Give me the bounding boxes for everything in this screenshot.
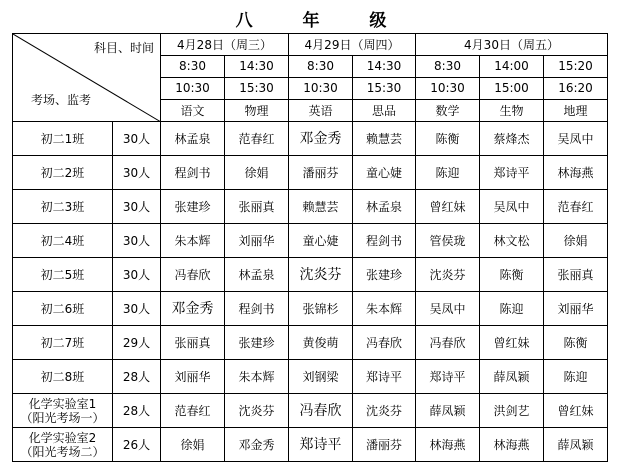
proctor-cell: 林孟泉 — [353, 190, 416, 224]
table-row — [13, 360, 608, 394]
room-label: 初二1班 — [40, 131, 85, 146]
time-end-cell: 10:30 — [161, 78, 225, 100]
table-row — [13, 428, 608, 462]
time-start-cell: 8:30 — [161, 56, 225, 78]
room-label: 初二2班 — [40, 165, 85, 180]
room-label: 初二7班 — [40, 335, 85, 350]
student-count-cell: 28人 — [113, 360, 161, 394]
subject-time-label: 科目、时间 — [93, 41, 154, 55]
exam-schedule-table — [12, 33, 608, 462]
time-start-cell: 8:30 — [289, 56, 353, 78]
proctor-cell: 朱本辉 — [161, 224, 225, 258]
room-cell — [13, 292, 113, 326]
subject-cell: 思品 — [353, 100, 416, 122]
student-count-cell: 30人 — [113, 224, 161, 258]
proctor-cell: 徐娟 — [161, 428, 225, 462]
proctor-cell: 潘丽芬 — [289, 156, 353, 190]
proctor-cell: 洪剑艺 — [480, 394, 544, 428]
student-count-cell: 28人 — [113, 394, 161, 428]
proctor-cell: 郑诗平 — [416, 360, 480, 394]
room-cell — [13, 190, 113, 224]
room-label: （阳光考场一） — [20, 410, 105, 425]
date-header-1: 4月29日（周四） — [289, 34, 416, 56]
time-end-cell: 15:00 — [480, 78, 544, 100]
student-count-cell: 29人 — [113, 326, 161, 360]
proctor-cell: 邓金秀 — [225, 428, 289, 462]
diagonal-header-cell — [13, 34, 161, 122]
student-count-cell: 30人 — [113, 258, 161, 292]
proctor-cell: 沈炎芬 — [416, 258, 480, 292]
date-header-row — [13, 34, 608, 56]
subject-cell: 物理 — [225, 100, 289, 122]
room-cell — [13, 394, 113, 428]
proctor-cell: 吴凤中 — [544, 122, 608, 156]
proctor-cell: 冯春欣 — [161, 258, 225, 292]
proctor-cell: 林海燕 — [416, 428, 480, 462]
proctor-cell: 潘丽芬 — [353, 428, 416, 462]
proctor-cell: 朱本辉 — [353, 292, 416, 326]
proctor-cell: 陈衡 — [416, 122, 480, 156]
room-cell — [13, 360, 113, 394]
proctor-cell: 沈炎芬 — [225, 394, 289, 428]
proctor-cell: 邓金秀 — [289, 122, 353, 156]
proctor-cell: 冯春欣 — [416, 326, 480, 360]
proctor-cell: 程剑书 — [225, 292, 289, 326]
page-title: 八 年 级 — [235, 11, 409, 31]
subject-cell: 生物 — [480, 100, 544, 122]
time-end-cell: 10:30 — [289, 78, 353, 100]
room-cell — [13, 326, 113, 360]
room-cell — [13, 156, 113, 190]
proctor-cell: 程剑书 — [161, 156, 225, 190]
proctor-cell: 陈迎 — [480, 292, 544, 326]
proctor-cell: 朱本辉 — [225, 360, 289, 394]
table-row — [13, 394, 608, 428]
room-proctor-label: 考场、监考 — [31, 93, 92, 107]
proctor-cell: 黄俊萌 — [289, 326, 353, 360]
room-cell — [13, 224, 113, 258]
proctor-cell: 蔡烽杰 — [480, 122, 544, 156]
room-label: 初二6班 — [40, 301, 85, 316]
proctor-cell: 薛凤颖 — [544, 428, 608, 462]
proctor-cell: 张建珍 — [161, 190, 225, 224]
proctor-cell: 薛凤颖 — [416, 394, 480, 428]
proctor-cell: 郑诗平 — [353, 360, 416, 394]
proctor-cell: 沈炎芬 — [289, 258, 353, 292]
proctor-cell: 徐娟 — [544, 224, 608, 258]
proctor-cell: 童心婕 — [353, 156, 416, 190]
proctor-cell: 刘丽华 — [161, 360, 225, 394]
subject-cell: 数学 — [416, 100, 480, 122]
room-cell — [13, 258, 113, 292]
table-row — [13, 156, 608, 190]
date-header-2: 4月30日（周五） — [416, 34, 608, 56]
proctor-cell: 管侯珑 — [416, 224, 480, 258]
proctor-cell: 冯春欣 — [353, 326, 416, 360]
proctor-cell: 张丽真 — [161, 326, 225, 360]
table-row — [13, 258, 608, 292]
proctor-cell: 郑诗平 — [480, 156, 544, 190]
proctor-cell: 徐娟 — [225, 156, 289, 190]
proctor-cell: 刘钢梁 — [289, 360, 353, 394]
room-label: （阳光考场二） — [20, 444, 105, 459]
proctor-cell: 范春红 — [161, 394, 225, 428]
proctor-cell: 范春红 — [225, 122, 289, 156]
proctor-cell: 林海燕 — [544, 156, 608, 190]
table-row — [13, 326, 608, 360]
time-end-cell: 15:30 — [353, 78, 416, 100]
proctor-cell: 陈衡 — [544, 326, 608, 360]
subject-cell: 英语 — [289, 100, 353, 122]
room-cell — [13, 122, 113, 156]
proctor-cell: 林文松 — [480, 224, 544, 258]
room-label: 化学实验室2 — [28, 430, 97, 445]
student-count-cell: 26人 — [113, 428, 161, 462]
subject-cell: 语文 — [161, 100, 225, 122]
proctor-cell: 范春红 — [544, 190, 608, 224]
table-row — [13, 224, 608, 258]
room-label: 初二3班 — [40, 199, 85, 214]
table-row — [13, 190, 608, 224]
room-label: 化学实验室1 — [28, 396, 97, 411]
time-start-cell: 14:30 — [225, 56, 289, 78]
proctor-cell: 陈迎 — [544, 360, 608, 394]
proctor-cell: 吴凤中 — [416, 292, 480, 326]
proctor-cell: 陈迎 — [416, 156, 480, 190]
proctor-cell: 林孟泉 — [161, 122, 225, 156]
proctor-cell: 张丽真 — [544, 258, 608, 292]
date-header-0: 4月28日（周三） — [161, 34, 289, 56]
room-label: 初二5班 — [40, 267, 85, 282]
table-row — [13, 292, 608, 326]
proctor-cell: 沈炎芬 — [353, 394, 416, 428]
proctor-cell: 刘丽华 — [225, 224, 289, 258]
time-end-cell: 15:30 — [225, 78, 289, 100]
student-count-cell: 30人 — [113, 292, 161, 326]
proctor-cell: 程剑书 — [353, 224, 416, 258]
proctor-cell: 张丽真 — [225, 190, 289, 224]
proctor-cell: 张建珍 — [225, 326, 289, 360]
subject-cell: 地理 — [544, 100, 608, 122]
time-start-cell: 14:00 — [480, 56, 544, 78]
proctor-cell: 张建珍 — [353, 258, 416, 292]
time-start-cell: 8:30 — [416, 56, 480, 78]
proctor-cell: 冯春欣 — [289, 394, 353, 428]
student-count-cell: 30人 — [113, 122, 161, 156]
room-cell — [13, 428, 113, 462]
proctor-cell: 曾红妹 — [416, 190, 480, 224]
proctor-cell: 薛凤颖 — [480, 360, 544, 394]
proctor-cell: 郑诗平 — [289, 428, 353, 462]
table-row — [13, 122, 608, 156]
proctor-cell: 赖慧芸 — [353, 122, 416, 156]
time-end-cell: 16:20 — [544, 78, 608, 100]
proctor-cell: 吴凤中 — [480, 190, 544, 224]
room-label: 初二4班 — [40, 233, 85, 248]
proctor-cell: 童心婕 — [289, 224, 353, 258]
proctor-cell: 邓金秀 — [161, 292, 225, 326]
time-end-cell: 10:30 — [416, 78, 480, 100]
proctor-cell: 赖慧芸 — [289, 190, 353, 224]
proctor-cell: 刘丽华 — [544, 292, 608, 326]
proctor-cell: 林孟泉 — [225, 258, 289, 292]
proctor-cell: 曾红妹 — [544, 394, 608, 428]
proctor-cell: 陈衡 — [480, 258, 544, 292]
proctor-cell: 林海燕 — [480, 428, 544, 462]
time-start-cell: 15:20 — [544, 56, 608, 78]
student-count-cell: 30人 — [113, 156, 161, 190]
student-count-cell: 30人 — [113, 190, 161, 224]
proctor-cell: 张锦杉 — [289, 292, 353, 326]
time-start-cell: 14:30 — [353, 56, 416, 78]
room-label: 初二8班 — [40, 369, 85, 384]
proctor-cell: 曾红妹 — [480, 326, 544, 360]
